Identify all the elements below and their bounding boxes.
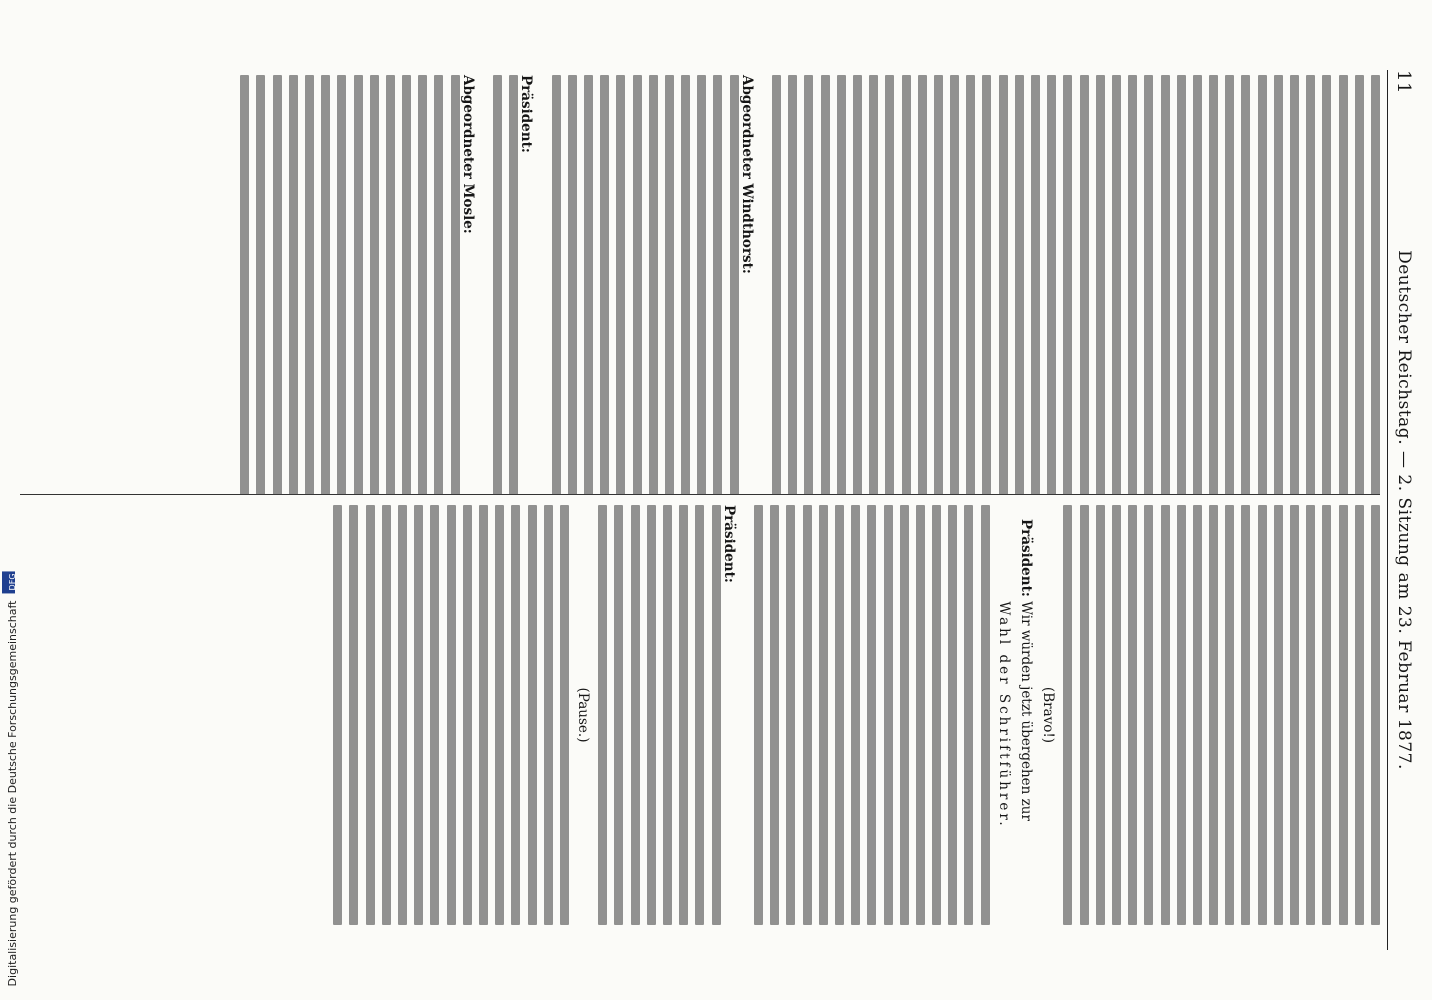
pause-note: (Pause.)	[575, 687, 592, 743]
page-number: 11	[1393, 70, 1414, 94]
section-title: Wahl der Schriftführer.	[995, 601, 1012, 829]
speaker-name: Abgeordneter Windthorst:	[738, 75, 755, 274]
speaker-name: Präsident:	[518, 75, 535, 153]
speaker-name: Präsident:	[720, 505, 737, 583]
speaker-paragraph	[552, 75, 755, 495]
unreadable-paragraph	[754, 505, 990, 925]
dfg-logo: DFG	[2, 571, 15, 593]
text-column-1	[20, 505, 1380, 925]
credit-text: Digitalisierung gefördert durch die Deutsche Forschungsgemeinschaft	[6, 600, 19, 986]
speaker-paragraph	[493, 75, 534, 495]
speaker-text: Wir würden jetzt übergehen zur	[1018, 601, 1035, 821]
unreadable-paragraph	[1063, 505, 1380, 925]
applause-note: (Bravo!)	[1040, 686, 1057, 744]
speaker-name: Präsident:	[1018, 519, 1035, 597]
text-column-2	[20, 75, 1380, 495]
speaker-name: Abgeordneter Mosle:	[459, 75, 476, 234]
speaker-paragraph	[598, 505, 737, 925]
running-header	[1387, 70, 1418, 950]
unreadable-paragraph	[772, 75, 1380, 495]
header-title: Deutscher Reichstag. — 2. Sitzung am 23. Februar 1877.	[1394, 250, 1414, 770]
speaker-paragraph	[1018, 505, 1034, 925]
speaker-paragraph	[240, 75, 476, 495]
digitization-credit	[2, 571, 19, 986]
unreadable-paragraph	[333, 505, 569, 925]
